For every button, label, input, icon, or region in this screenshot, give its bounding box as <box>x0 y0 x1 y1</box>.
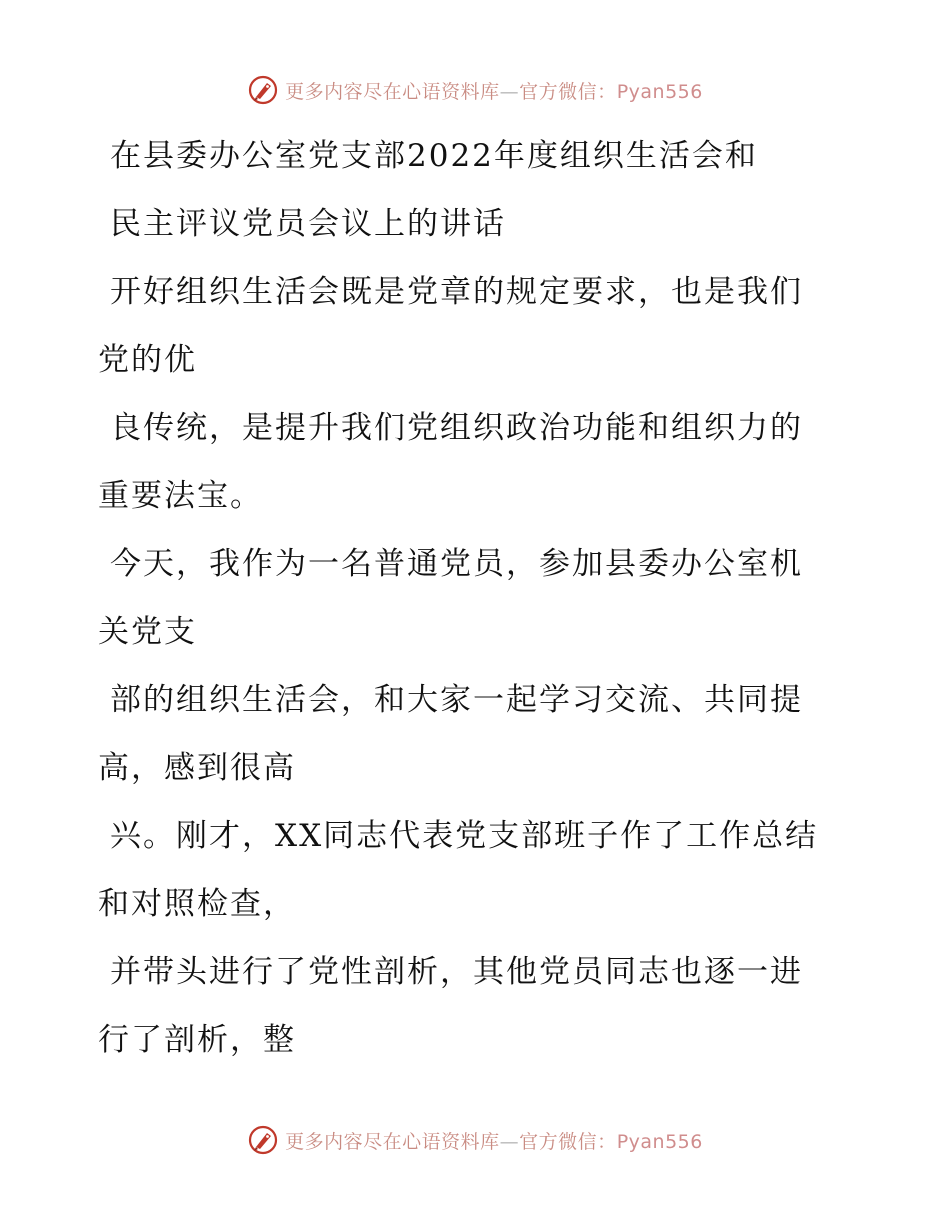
footer-watermark-banner <box>0 1120 950 1160</box>
document-title-line-1: 在县委办公室党支部2022年度组织生活会和 <box>110 138 758 174</box>
banner-brand-text: 更多内容尽在心语资料库 <box>285 1130 500 1153</box>
banner-separator: — <box>499 1130 520 1153</box>
paragraph-line: 良传统，是提升我们党组织政治功能和组织力的 <box>110 410 803 446</box>
paragraph-line: 今天，我作为一名普通党员，参加县委办公室机 <box>110 546 803 582</box>
document-body <box>98 122 838 1074</box>
paragraph-line: 党的优 <box>98 342 197 378</box>
paragraph-line: 关党支 <box>98 614 197 650</box>
paragraph-line: 兴。刚才，XX同志代表党支部班子作了工作总结 <box>110 818 819 854</box>
paragraph-line: 部的组织生活会，和大家一起学习交流、共同提 <box>110 682 803 718</box>
banner-wechat-label: 官方微信： <box>519 80 617 103</box>
paragraph-line: 重要法宝。 <box>98 478 263 514</box>
banner-wechat-label: 官方微信： <box>519 1130 617 1153</box>
pen-nib-circle-icon <box>247 74 279 106</box>
paragraph-line: 和对照检查， <box>98 886 296 922</box>
paragraph-line: 并带头进行了党性剖析，其他党员同志也逐一进 <box>110 954 803 990</box>
header-watermark-banner <box>0 70 950 110</box>
banner-wechat-id: Pyan556 <box>616 1130 703 1153</box>
paragraph-line: 开好组织生活会既是党章的规定要求，也是我们 <box>110 274 803 310</box>
banner-brand-text: 更多内容尽在心语资料库 <box>285 80 500 103</box>
pen-nib-circle-icon <box>247 1124 279 1156</box>
banner-text <box>285 1127 703 1154</box>
banner-wechat-id: Pyan556 <box>616 80 703 103</box>
paragraph-line: 行了剖析，整 <box>98 1022 296 1058</box>
banner-separator: — <box>499 80 520 103</box>
banner-text <box>285 77 703 104</box>
document-title-line-2: 民主评议党员会议上的讲话 <box>110 206 506 242</box>
paragraph-line: 高，感到很高 <box>98 750 296 786</box>
